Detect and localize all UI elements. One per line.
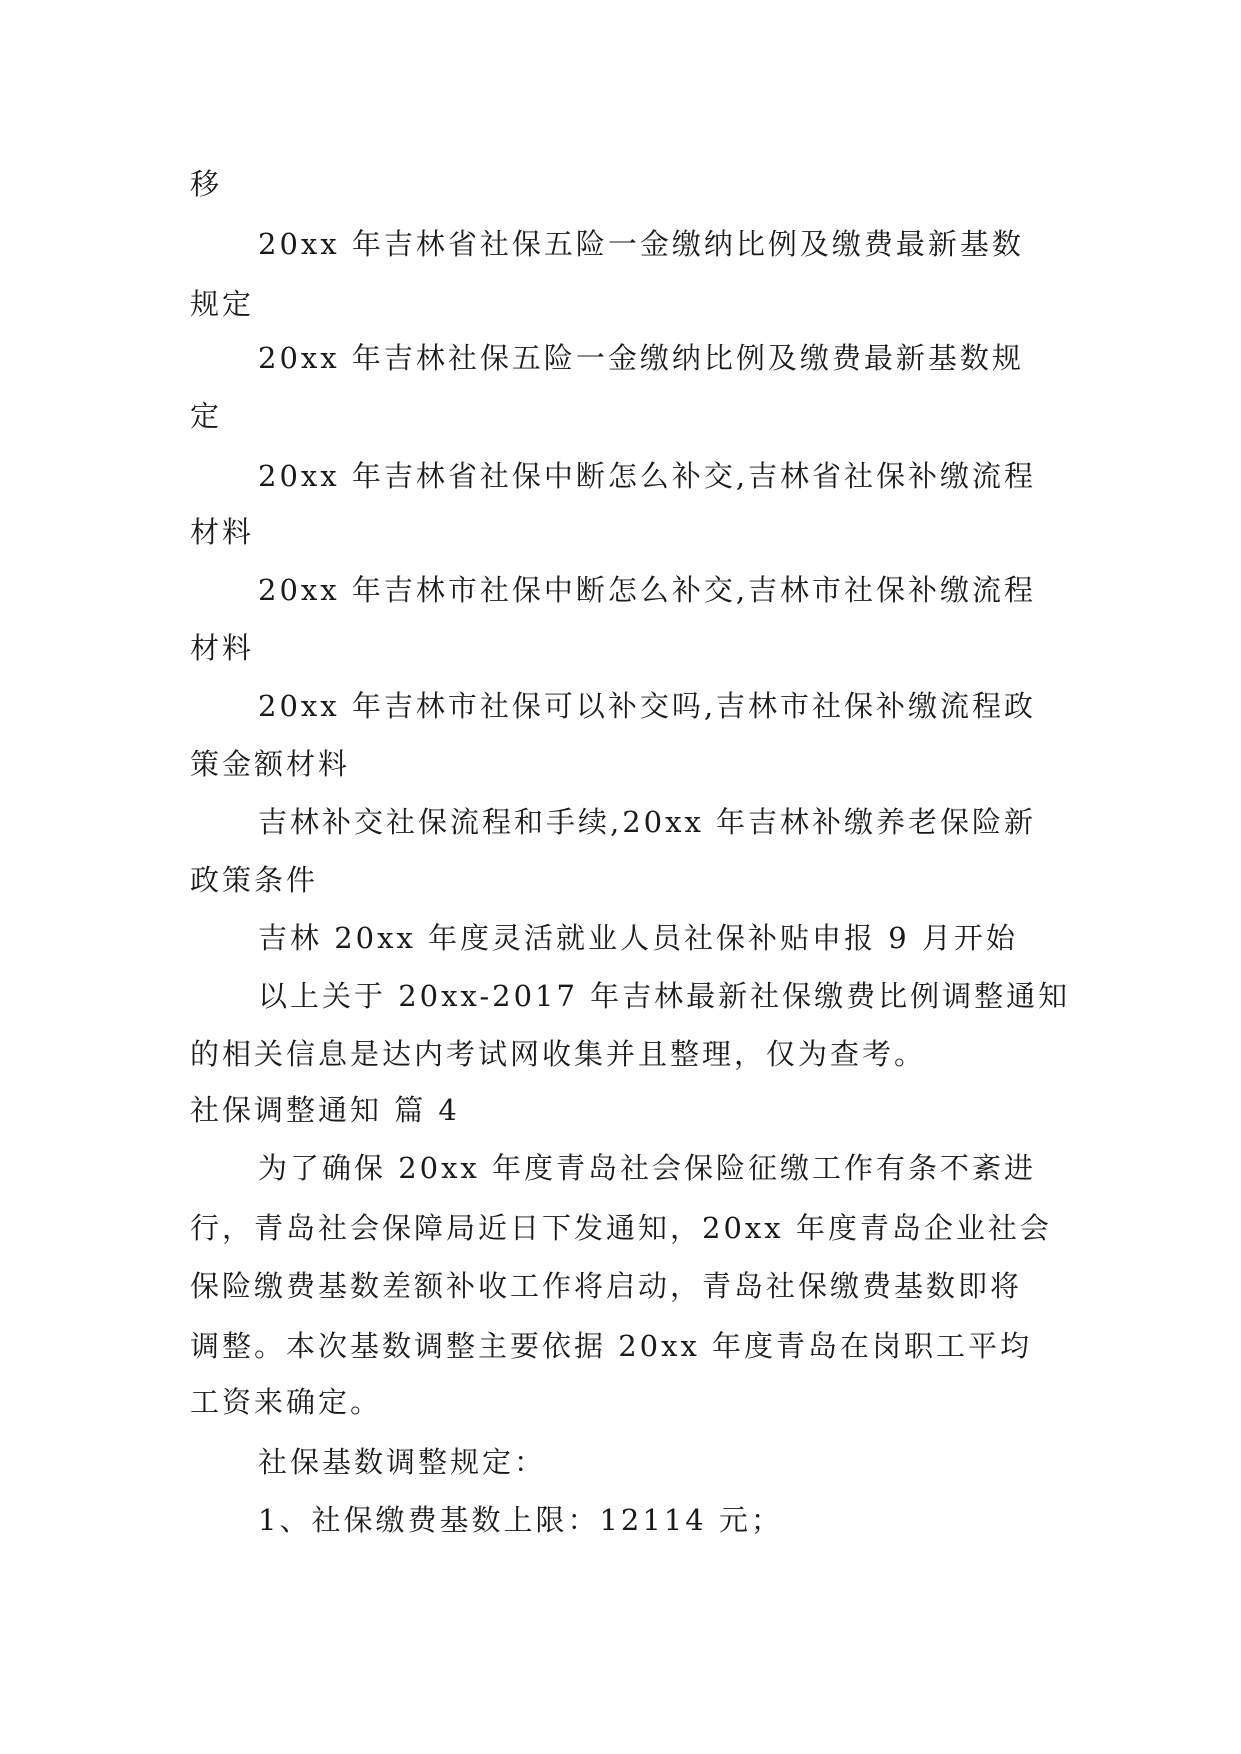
- text-line: 政策条件: [190, 863, 319, 897]
- text-line: 吉林 20xx 年度灵活就业人员社保补贴申报 9 月开始: [258, 921, 1018, 955]
- text-line: 20xx 年吉林省社保中断怎么补交,吉林省社保补缴流程: [258, 459, 1037, 493]
- text-line: 调整。本次基数调整主要依据 20xx 年度青岛在岗职工平均: [190, 1329, 1033, 1363]
- text-line: 策金额材料: [190, 747, 351, 781]
- text-line: 定: [190, 399, 223, 433]
- text-line: 为了确保 20xx 年度青岛社会保险征缴工作有条不紊进: [258, 1151, 1037, 1185]
- text-line: 20xx 年吉林省社保五险一金缴纳比例及缴费最新基数: [258, 227, 1024, 261]
- section-heading: 社保调整通知 篇 4: [190, 1093, 460, 1127]
- text-line: 材料: [190, 631, 255, 665]
- text-line: 以上关于 20xx-2017 年吉林最新社保缴费比例调整通知: [258, 979, 1071, 1013]
- text-line: 规定: [190, 287, 255, 321]
- text-line: 工资来确定。: [190, 1385, 383, 1419]
- text-line: 保险缴费基数差额补收工作将启动，青岛社保缴费基数即将: [190, 1269, 1023, 1303]
- text-line: 社保基数调整规定：: [258, 1445, 547, 1479]
- text-line: 20xx 年吉林市社保中断怎么补交,吉林市社保补缴流程: [258, 573, 1037, 607]
- text-line: 移: [190, 167, 223, 201]
- text-line: 20xx 年吉林市社保可以补交吗,吉林市社保补缴流程政: [258, 689, 1037, 723]
- text-line: 20xx 年吉林社保五险一金缴纳比例及缴费最新基数规: [258, 341, 1024, 375]
- text-line: 吉林补交社保流程和手续,20xx 年吉林补缴养老保险新: [258, 805, 1037, 839]
- list-item: 1、社保缴费基数上限：12114 元；: [258, 1503, 783, 1537]
- text-line: 行，青岛社会保障局近日下发通知，20xx 年度青岛企业社会: [190, 1211, 1052, 1245]
- text-line: 材料: [190, 515, 255, 549]
- text-line: 的相关信息是达内考试网收集并且整理，仅为查考。: [190, 1037, 927, 1071]
